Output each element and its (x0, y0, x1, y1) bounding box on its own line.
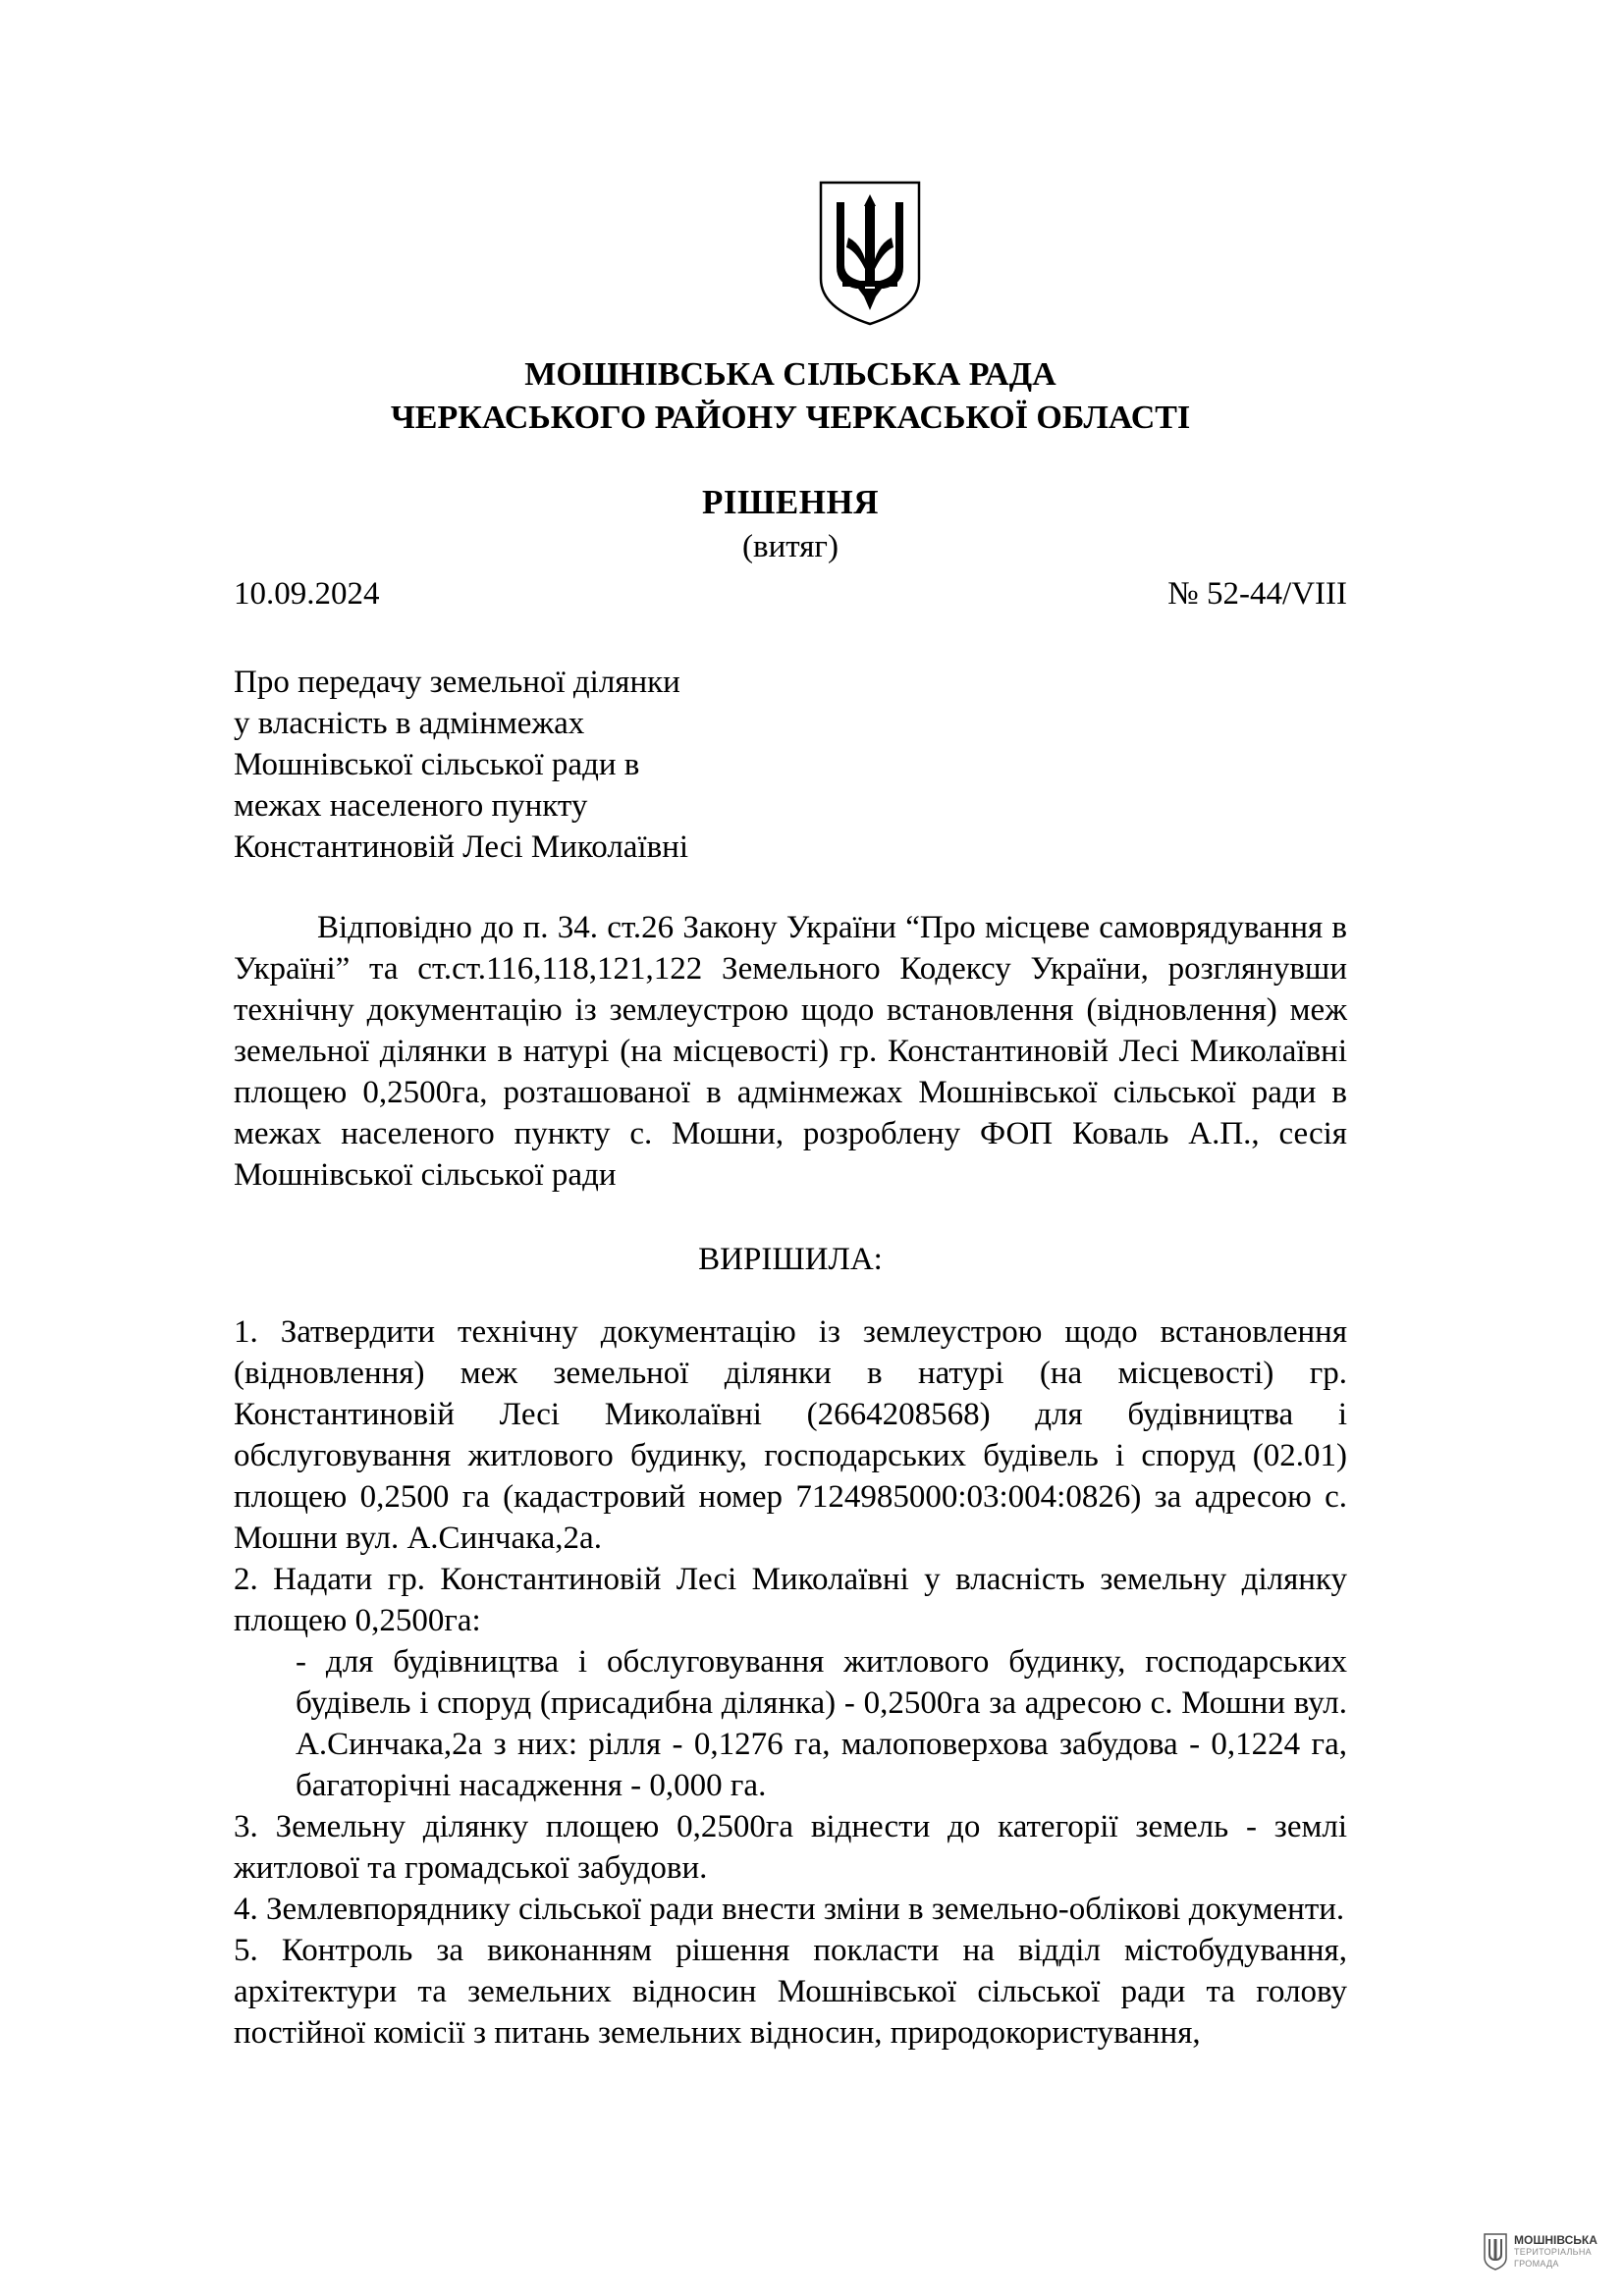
coat-of-arms-icon (817, 179, 923, 328)
subject-line: Константиновій Лесі Миколаївні (234, 829, 689, 865)
document-date: 10.09.2024 (234, 576, 380, 612)
decision-items (234, 1311, 1347, 2054)
council-district: ЧЕРКАСЬКОГО РАЙОНУ ЧЕРКАСЬКОЇ ОБЛАСТІ (390, 400, 1191, 436)
document-number: № 52-44/VIII (1167, 576, 1347, 612)
decided-heading: ВИРІШИЛА: (698, 1242, 883, 1277)
logo-line-2: ТЕРИТОРІАЛЬНА (1514, 2247, 1592, 2257)
decision-item-3: 3. Земельну ділянку площею 0,2500га віднести до категорії земель - землі житлової та громадської забудови. (234, 1809, 1347, 1886)
community-logo (1483, 2224, 1610, 2279)
preamble-paragraph: Відповідно до п. 34. ст.26 Закону України “Про місцеве самоврядування в Україні” та ст.ст.116,118,121,122 Земельного Кодексу України, розглянувши технічну документацію із землеустрою щодо встановлення (відновлення) меж земельної ділянки в натурі (на місцевості) гр. Константиновій Лесі Миколаївні площею 0,2500га, розташованої в адмінмежах Мошнівської сільської ради в межах населеного пункту с. Мошни, розроблену ФОП Коваль А.П., сесія Мошнівської сільської ради (234, 910, 1347, 1193)
document-title: РІШЕННЯ (701, 483, 879, 521)
decision-item-4: 4. Землевпоряднику сільської ради внести зміни в земельно-облікові документи. (234, 1892, 1345, 1927)
subject-line: Про передачу земельної ділянки (234, 665, 680, 700)
decision-item-1: 1. Затвердити технічну документацію із землеустрою щодо встановлення (відновлення) меж земельної ділянки в натурі (на місцевості) гр. Константиновій Лесі Миколаївні (2664208568) для будівництва і обслуговування житлового будинку, господарських будівель і споруд (02.01) площею 0,2500 га (кадастровий номер 7124985000:03:004:0826) за адресою с. Мошни вул. А.Синчака,2а. (234, 1314, 1347, 1556)
decision-item-5: 5. Контроль за виконанням рішення покласти на відділ містобудування, архітектури та земельних відносин Мошнівської сільської ради та голову постійної комісії з питань земельних відносин, природокористування, (234, 1933, 1347, 2051)
subject-line: у власність в адмінмежах (234, 706, 585, 741)
decision-item-2-sub: - для будівництва і обслуговування житлового будинку, господарських будівель і споруд (присадибна ділянка) - 0,2500га за адресою с. Мошни вул. А.Синчака,2а з них: рілля - 0,1276 га, малоповерхова забудова - 0,1224 га, багаторічні насадження - 0,000 га. (296, 1644, 1347, 1803)
council-name: МОШНІВСЬКА СІЛЬСЬКА РАДА (524, 356, 1056, 393)
subject-line: межах населеного пункту (234, 788, 588, 824)
logo-line-3: ГРОМАДА (1514, 2259, 1559, 2269)
document-subject (234, 662, 862, 868)
logo-line-1: МОШНІВСЬКА (1514, 2233, 1597, 2247)
logo-text (1514, 2234, 1597, 2269)
trident-logo-icon (1483, 2232, 1508, 2271)
subject-line: Мошнівської сільської ради в (234, 747, 640, 782)
document-subtitle: (витяг) (742, 529, 839, 564)
decision-item-2: 2. Надати гр. Константиновій Лесі Миколаївні у власність земельну ділянку площею 0,2500га: (234, 1562, 1347, 1638)
